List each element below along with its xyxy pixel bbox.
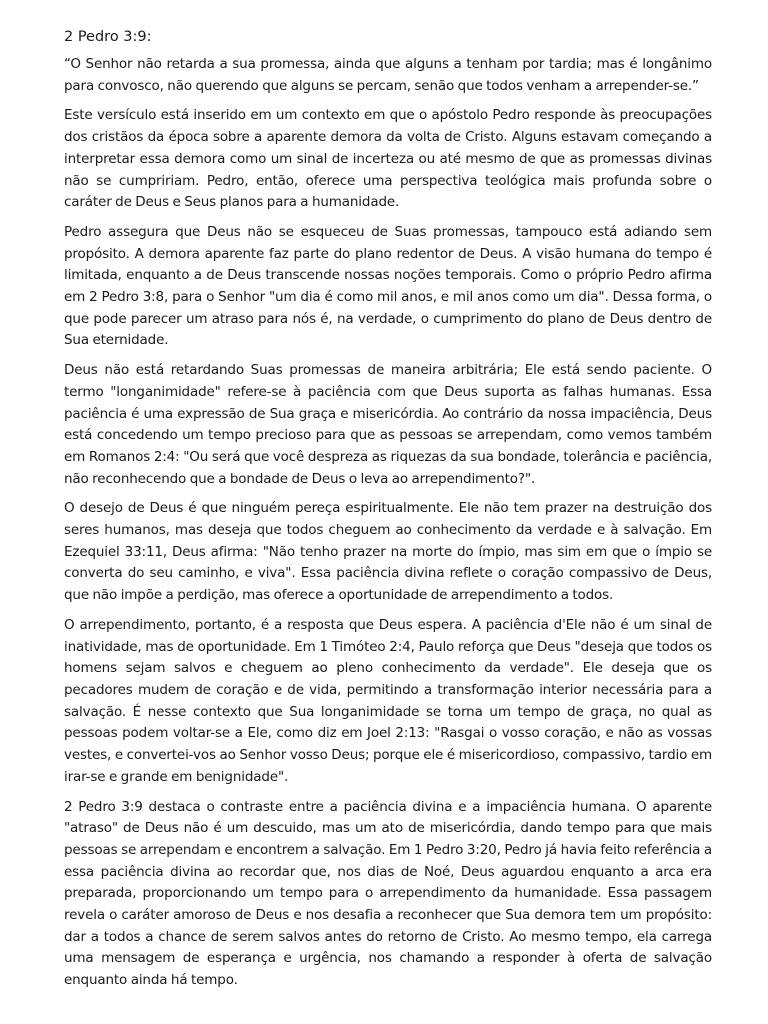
paragraph-repentance: O arrependimento, portanto, é a resposta que Deus espera. A paciência d'Ele não é um sinal de inatividade, mas de oportunidade. Em 1 Timóteo 2:4, Paulo reforça que Deus "deseja que todos os homens sejam salvos e cheguem ao pleno conhecimento da verdade". Ele deseja que os pecadores mudem de coração e de vida, permitindo a transformação interior necessária para a salvação. É nesse contexto que Sua longanimidade se torna um tempo de graça, no qual as pessoas podem voltar-se a Ele, como diz em Joel 2:13: "Rasgai o vosso coração, e não as vossas vestes, e convertei-vos ao Senhor vosso Deus; porque ele é misericordioso, compassivo, tardio em irar-se e grande em benignidade". (64, 616, 712, 785)
paragraph-context: Este versículo está inserido em um contexto em que o apóstolo Pedro responde às preocupações dos cristãos da época sobre a aparente demora da volta de Cristo. Alguns estavam começando a interpretar essa demora como um sinal de incerteza ou até mesmo de que as promessas divinas não se cumpririam. Pedro, então, oferece uma perspectiva teológica mais profunda sobre o caráter de Deus e Seus planos para a humanidade. (64, 107, 712, 211)
paragraph-promise: Pedro assegura que Deus não se esqueceu de Suas promessas, tampouco está adiando sem propósito. A demora aparente faz parte do plano redentor de Deus. A visão humana do tempo é limitada, enquanto a de Deus transcende nossas noções temporais. Como o próprio Pedro afirma em 2 Pedro 3:8, para o Senhor "um dia é como mil anos, e mil anos como um dia". Dessa forma, o que pode parecer um atraso para nós é, na verdade, o cumprimento do plano de Deus dentro de Sua eternidade. (64, 223, 712, 349)
paragraph-conclusion: 2 Pedro 3:9 destaca o contraste entre a paciência divina e a impaciência humana. O aparente "atraso" de Deus não é um descuido, mas um ato de misericórdia, dando tempo para que mais pessoas se arrependam e encontrem a salvação. Em 1 Pedro 3:20, Pedro já havia feito referência a essa paciência divina ao recordar que, nos dias de Noé, Deus aguardou enquanto a arca era preparada, proporcionando um tempo para o arrependimento da humanidade. Essa passagem revela o caráter amoroso de Deus e nos desafia a reconhecer que Sua demora tem um propósito: dar a todos a chance de serem salvos antes do retorno de Cristo. Ao mesmo tempo, ela carrega uma mensagem de esperança e urgência, nos chamando a responder à oferta de salvação enquanto ainda há tempo. (64, 798, 712, 989)
document-page (64, 26, 712, 1000)
document-heading: 2 Pedro 3:9: (64, 29, 152, 45)
verse-quote: “O Senhor não retarda a sua promessa, ainda que alguns a tenham por tardia; mas é longânimo para convosco, não querendo que alguns se percam, senão que todos venham a arrepender-se.” (64, 56, 712, 94)
paragraph-patience: Deus não está retardando Suas promessas de maneira arbitrária; Ele está sendo paciente. O termo "longanimidade" refere-se à paciência com que Deus suporta as falhas humanas. Essa paciência é uma expressão de Sua graça e misericórdia. Ao contrário da nossa impaciência, Deus está concedendo um tempo precioso para que as pessoas se arrependam, como vemos também em Romanos 2:4: "Ou será que você despreza as riquezas da sua bondade, tolerância e paciência, não reconhecendo que a bondade de Deus o leva ao arrependimento?". (64, 362, 712, 487)
paragraph-desire: O desejo de Deus é que ninguém pereça espiritualmente. Ele não tem prazer na destruição dos seres humanos, mas deseja que todos cheguem ao conhecimento da verdade e à salvação. Em Ezequiel 33:11, Deus afirma: "Não tenho prazer na morte do ímpio, mas sim em que o ímpio se converta do seu caminho, e viva". Essa paciência divina reflete o coração compassivo de Deus, que não impõe a perdição, mas oferece a oportunidade de arrependimento a todos. (64, 500, 712, 604)
